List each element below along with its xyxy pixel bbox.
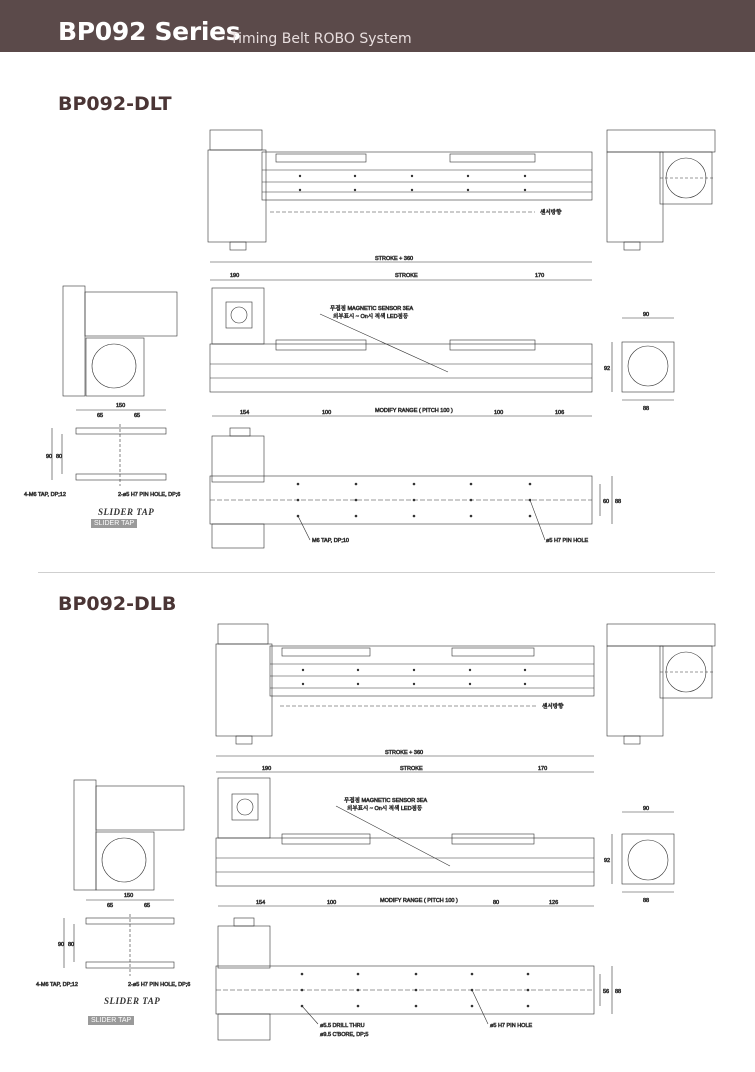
pin-note-2: ø5 H7 PIN HOLE [490, 1023, 533, 1029]
sensor-note-1b: 무접점 MAGNETIC SENSOR 3EA [344, 798, 428, 804]
slider-tap-note: 4-M6 TAP, DP;12 [24, 492, 66, 498]
base-w1-2: 56 [603, 989, 610, 995]
slider-pitch-b: 65 [134, 413, 141, 419]
dim-80: 80 [493, 900, 500, 906]
left-dim-2: 190 [262, 766, 272, 772]
sensor-direction-label-2: 센서방향 [542, 704, 564, 710]
model-title-dlt: BP092-DLT [58, 93, 172, 115]
slider-tap-dlt [24, 403, 180, 498]
modify-range: MODIFY RANGE ( PITCH 100 ) [375, 408, 453, 414]
slider-pitch-b-2: 65 [144, 903, 151, 909]
sensor-note-2b: 외부표시 ~ On시 적색 LED점등 [347, 806, 423, 812]
base-w2-2: 88 [615, 989, 622, 995]
dim-end-2: 126 [549, 900, 559, 906]
slider-pitch-a-2: 65 [107, 903, 114, 909]
end-view-side-dlb [604, 806, 674, 904]
slider-tap-label-dlt: SLIDER TAP [98, 507, 155, 517]
top-view-dlb [216, 624, 594, 744]
left-dim: 190 [230, 273, 240, 279]
end-view-top-dlt [607, 130, 715, 250]
side-view-dlt [210, 256, 592, 392]
right-dim: 170 [535, 273, 545, 279]
slider-pin-note-2: 2-ø5 H7 PIN HOLE, DP;6 [128, 982, 191, 988]
slider-top-dim: 150 [116, 403, 126, 409]
end-view-side-dlt [604, 312, 674, 412]
slider-tap-dlb [36, 893, 190, 988]
end-base-dim-2: 88 [643, 898, 650, 904]
base-w1: 60 [603, 499, 610, 505]
modify-range-2: MODIFY RANGE ( PITCH 100 ) [380, 898, 458, 904]
end-base-dim: 88 [643, 406, 650, 412]
slider-h1-2: 90 [58, 942, 65, 948]
end-height-dim-2: 92 [604, 858, 611, 864]
right-dim-2: 170 [538, 766, 548, 772]
pin-note: ø5 H7 PIN HOLE [546, 538, 589, 544]
slider-h2-2: 80 [68, 942, 75, 948]
stroke-dim-2: STROKE [400, 766, 423, 772]
end-view-top-dlb [607, 624, 715, 744]
slider-tap-badge-dlb: SLIDER TAP [88, 1016, 134, 1025]
slider-pitch-a: 65 [97, 413, 104, 419]
sensor-note-2: 외부표시 ~ On시 적색 LED점등 [333, 314, 409, 320]
model-title-dlb: BP092-DLB [58, 593, 177, 615]
slider-tap-label-dlb: SLIDER TAP [104, 996, 161, 1006]
dim-154-2: 154 [256, 900, 266, 906]
slider-tap-badge-dlt: SLIDER TAP [91, 519, 137, 528]
drill-note-1: ø5.5 DRILL THRU [320, 1023, 365, 1029]
slider-top-dim-2: 150 [124, 893, 134, 899]
side-view-dlb [216, 750, 594, 886]
sensor-note-1: 무접점 MAGNETIC SENSOR 3EA [330, 306, 414, 312]
stroke-total-dim-2: STROKE + 360 [385, 750, 424, 756]
series-subtitle: Timing Belt ROBO System [230, 31, 412, 47]
slider-pin-note: 2-ø5 H7 PIN HOLE, DP;6 [118, 492, 181, 498]
end-width-dim: 90 [643, 312, 650, 318]
sensor-direction-label: 센서방향 [540, 210, 562, 216]
drill-note-2: ø9.5 C'BORE, DP;5 [320, 1032, 369, 1038]
motor-side-dlt [63, 286, 177, 396]
dim-100a: 100 [322, 410, 332, 416]
end-width-dim-2: 90 [643, 806, 650, 812]
motor-side-dlb [74, 780, 184, 890]
dim-100b: 100 [494, 410, 504, 416]
stroke-dim: STROKE [395, 273, 418, 279]
bottom-view-dlb [216, 898, 621, 1040]
slider-tap-note-2: 4-M6 TAP, DP;12 [36, 982, 78, 988]
slider-h2: 80 [56, 454, 63, 460]
end-height-dim: 92 [604, 366, 611, 372]
slider-h1: 90 [46, 454, 53, 460]
dim-end: 106 [555, 410, 565, 416]
base-w2: 88 [615, 499, 622, 505]
series-title: BP092 Series [58, 17, 241, 46]
top-view-dlt [208, 130, 592, 250]
tap-note: M6 TAP, DP;10 [312, 538, 349, 544]
dim-154: 154 [240, 410, 250, 416]
dim-100a-2: 100 [327, 900, 337, 906]
bottom-view-dlt [210, 408, 621, 548]
stroke-total-dim: STROKE + 360 [375, 256, 414, 262]
